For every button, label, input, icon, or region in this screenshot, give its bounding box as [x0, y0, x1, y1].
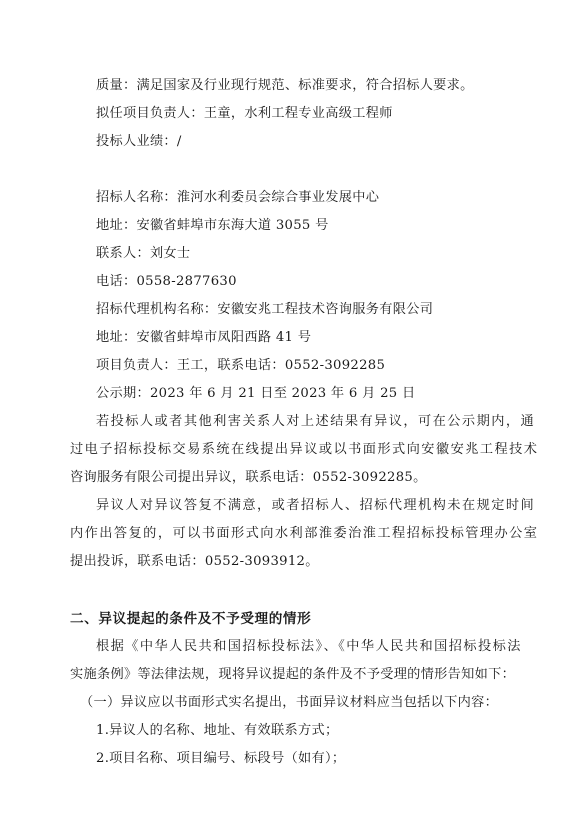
section-heading: 二、异议提起的条件及不予受理的情形 — [70, 611, 312, 627]
condition-1-item-2: 2.项目名称、项目编号、标段号（如有）； — [96, 751, 346, 766]
objection-para2-line2: 内作出答复的，可以书面形式向水利部淮委治淮工程招标投标管理办公室 — [70, 526, 539, 541]
objection-para1-line1: 若投标人或者其他利害关系人对上述结果有异议，可在公示期内，通 — [96, 414, 536, 429]
agent-address-line: 地址：安徽省蚌埠市凤阳西路 41 号 — [96, 330, 312, 345]
publicity-period-line: 公示期：2023 年 6 月 21 日至 2023 年 6 月 25 日 — [96, 386, 416, 401]
agent-project-lead-line: 项目负责人：王工，联系电话：0552-3092285 — [96, 358, 386, 373]
tenderer-name-line: 招标人名称：淮河水利委员会综合事业发展中心 — [96, 190, 380, 205]
objection-para1-line3: 咨询服务有限公司提出异议，联系电话：0552-3092285。 — [70, 470, 427, 485]
quality-line: 质量：满足国家及行业现行规范、标准要求，符合招标人要求。 — [96, 78, 474, 93]
bidder-performance-line: 投标人业绩：/ — [96, 134, 182, 149]
condition-1-heading: （一）异议应以书面形式实名提出，书面异议材料应当包括以下内容： — [80, 695, 499, 710]
condition-1-item-1: 1.异议人的名称、地址、有效联系方式； — [96, 723, 339, 738]
agent-name-line: 招标代理机构名称：安徽安兆工程技术咨询服务有限公司 — [96, 302, 434, 317]
objection-para2-line3: 提出投诉，联系电话：0552-3093912。 — [70, 554, 319, 569]
tenderer-address-line: 地址：安徽省蚌埠市东海大道 3055 号 — [96, 218, 329, 233]
objection-para2-line1: 异议人对异议答复不满意，或者招标人、招标代理机构未在规定时间 — [96, 498, 536, 513]
law-para-line1: 根据《中华人民共和国招标投标法》、《中华人民共和国招标投标法 — [96, 639, 522, 654]
project-manager-line: 拟任项目负责人：王童，水利工程专业高级工程师 — [96, 106, 393, 121]
tenderer-phone-line: 电话：0558-2877630 — [96, 274, 237, 289]
tenderer-contact-line: 联系人：刘女士 — [96, 246, 191, 261]
objection-para1-line2: 过电子招标投标交易系统在线提出异议或以书面形式向安徽安兆工程技术 — [70, 442, 539, 457]
law-para-line2: 实施条例》等法律法规，现将异议提起的条件及不予受理的情形告知如下： — [70, 667, 516, 682]
